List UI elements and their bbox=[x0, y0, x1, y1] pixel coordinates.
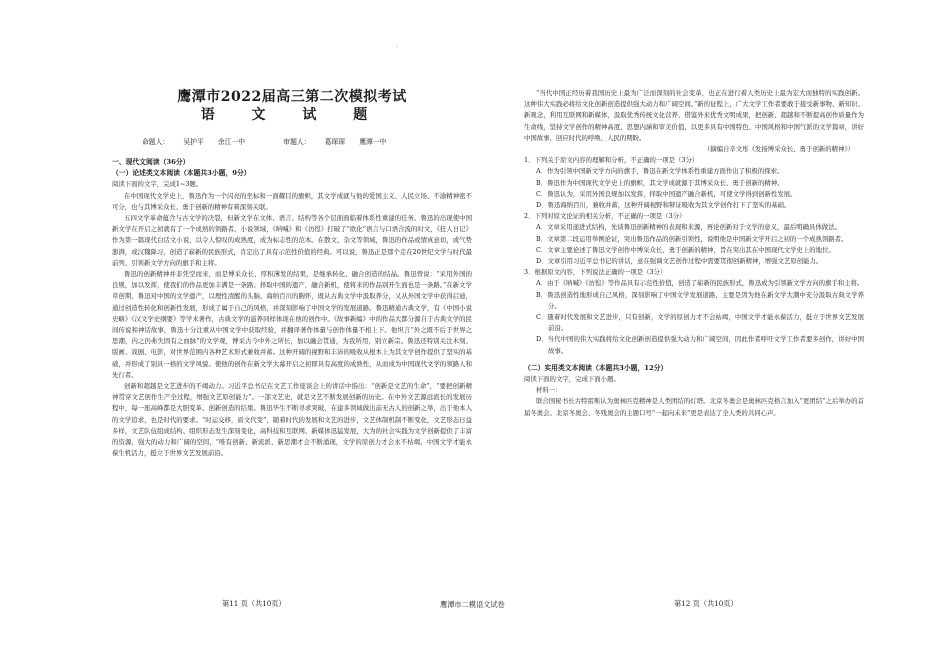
staff-reviewer-school: 鹰潭一中 bbox=[359, 138, 387, 146]
right-page bbox=[524, 0, 864, 672]
paragraph: 在中国现代文学史上，鲁迅作为一个闪亮的坐标和一面耀目的旗帜，其文学成就与他的爱国主义、人民立场、不渝精神密不可分，也与其博采众长、勇于创新的精神有着深刻关联。 bbox=[112, 191, 472, 211]
staff-reviewer: 葛琛琛 bbox=[324, 138, 346, 146]
option: C．文章主要论述了鲁迅文学创作中博采众长、勇于创新的精神，旨在突出其在中国现代文学史上的地位。 bbox=[536, 245, 835, 254]
section-heading: 一、现代文阅读（36分） bbox=[112, 158, 190, 166]
page-number-left: 第11 页（共10页） bbox=[222, 599, 286, 608]
question-1: 1．下列关于原文内容的理解和分析，不正确的一项是（3分） bbox=[524, 156, 699, 165]
staff-author: 吴护平 bbox=[183, 138, 204, 146]
option: A．文章采用递进式结构，先谈鲁迅创新精神的表现和来源，再论创新对于文学的意义，最后明确具体做法。 bbox=[536, 223, 841, 232]
question-3: 3．根据原文内容，下列说法正确的一项是（3分） bbox=[524, 268, 667, 277]
exam-name-footer: 鹰潭市二模语文试卷 bbox=[440, 600, 505, 609]
material-label: 材料一： bbox=[536, 386, 562, 395]
staff-line bbox=[142, 137, 398, 148]
paragraph: 联合国秘书长古特雷斯认为奥林匹克精神是人类团结的灯塔。北京冬奥会是奥林匹克格言加入“更团结”之后举办的首届冬奥会。北京冬奥会、冬残奥会的主题口号“一起向未来”更是表达了全人类的共同心声。 bbox=[524, 397, 864, 417]
question-2: 2．下列对原文论证的相关分析，不正确的一项是（3分） bbox=[524, 212, 686, 221]
paragraph: “当代中国正经历着我国历史上最为广泛而深刻的社会变革，也正在进行着人类历史上最为宏大而独特的实践创新。这种伟大实践必将给文化创新创造提供强大动力和广阔空间。”新的征程上，广大文学工作者要敢于接受新事物、新知识、新观念，利用互联网和新媒体，汲取优秀传统文化营养，借鉴外来优秀文明成果，把创新、超越和不断提高创作质量作为生命线，坚持文学创作的精神高度、思想内涵和审美价值，以更多具有中国特色、中国风格和中国气派的文学篇章，讲好中国故事，回应时代的呼唤、人民的期盼。 bbox=[524, 89, 864, 142]
staff-label-reviewer: 审题人： bbox=[283, 138, 311, 146]
option: B．文章第二段运用举例论证，突出鲁迅作品的创新引领性，说明他是中国新文学开启之初的一个成熟领路者。 bbox=[536, 234, 848, 243]
page-mark: · bbox=[396, 44, 398, 51]
staff-label-author: 命题人： bbox=[142, 138, 170, 146]
paragraph: 五四文学革命蕴含与古文学的决裂，但新文学在文体、语言、结构等各个层面面临着体系性重建的任务。鲁迅的出现使中国新文学在开启之初就有了一个成熟的领路者。小说领域，《呐喊》和《彷徨》打破了“欧化”语言与口语合流的时文，《狂人日记》作为第一篇现代白话文小说，以令人惊叹的成熟度，成为标志性的范本。在散文、杂文等领域，鲁迅的作品或情真意切，或气势澎湃，或汉魏降习，创造了崭新的民族形式，肯定出了具有示范性价值的经典。可以说，鲁迅正是那个走在20世纪文学与时代最前列、引领新文学方向的旗手和主将。 bbox=[112, 214, 472, 267]
right-body bbox=[524, 88, 864, 419]
option: B．鲁迅作为中国现代文学史上的旗帜，其文学成就源于其博采众长、勇于创新的精神。 bbox=[536, 178, 784, 187]
option: A．由于《呐喊》《彷徨》等作品具有示范性价值，创造了崭新的民族形式，鲁迅成为引领新文学方向的旗手和主将。 bbox=[536, 279, 864, 288]
paragraph: 创新和超越是文艺进步的不竭动力。习近平总书记在文艺工作座谈会上的讲话中指出：“创新是文艺的生命”，“要把创新精神贯穿文艺创作生产全过程，增强文艺原创能力”。一部文艺史，就是文艺不断发展创新的历史。在中外文艺源远流长的发展历程中，每一座高峰都是大胆变革、创新创造的结果。鲁迅毕生不断寻求突破，在建多领域做出前无古人的创新之举，出于他本人的文学追求，也是时代的要求。“时运交移，质文代变”，随着时代的发展和文艺的进步，文艺体制机制不断变化，文艺形态日益多样，文艺队伍组成结构、组织形态发生深刻变化，高科技和互联网、新媒体迅猛发展，大为的社会实践为文学创新提供了丰富的资源，强大的动力和广阔的空间，“唯有创新、新流派、新思潮才会不断涌现，文学的原创力才会永不枯竭，中国文学才能永葆生机活力，挺立于世界文艺发展前沿。 bbox=[112, 382, 472, 458]
option: C．鲁迅认为，采用外国良规加以发挥，择取中国遗产融合新机，可使文学得到创新性发展。 bbox=[536, 189, 797, 198]
exam-subtitle: 语 文 试 题 bbox=[200, 107, 384, 123]
option: C．随着时代发展和文艺进步，只有创新，文学的原创力才不会枯竭，中国文学才能永葆活力，挺立于世界文艺发展前沿。 bbox=[536, 313, 864, 333]
option: D．当代中国的伟大实践将给文化创新创造提供强大动力和广阔空间，因此作者呼吁文学工作者要多创作，讲好中国故事。 bbox=[536, 335, 864, 355]
paragraph: 鲁迅的创新精神并非凭空而来，而是博采众长、厚积薄发的结果，是继承转化、融合创造的结晶。鲁迅曾说：“采用外国的良规，加以发挥，使我们的作品更加丰满是一条路；择取中国的遗产，融合新机，使将来的作品别开生面也是一条路。”在新文学草创期，鲁迅对中国的文学遗产，以理性清醒的头脑、海纳百川的胸怀，既从古典文学中汲取养分，又从外国文学中获得启迪，通过创造性转化和创新性发展，形成了属于自己的风格，并深刻影响了中国文学的发展道路。鲁迅精通古典文学，有《中国小说史略》《汉文学史纲要》等学术著作，古典文学的滋养同样体现在他的创作中。《故事新编》中的作品大都分源自于古典文学的民间传说和神话故事，鲁迅十分注重从中国文学中获取经验，并翻译著作体量与创作体量不相上下。他坦言“外之既不后于世界之思潮，内之仍弗失固有之血脉”的文学观，博采古今中外之所长，加以融会贯通，为我所用，别立新宗。鲁迅还特别关注木刻、版画、戏剧、电影，对世界范围内各种艺术形式兼收并蓄。这种开阔的视野和丰沛的吸收从根本上为其文学创作提供了坚实的基础，并形成了别具一格的文学风貌。使他的创作在新文学大幕开启之初即具有高度的成熟性，从而成为中国现代文学的领路人和先行者。 bbox=[112, 270, 472, 379]
left-page bbox=[112, 0, 472, 672]
part-instruction: 阅读下面的文字，完成1~3题。 bbox=[112, 180, 203, 189]
part-heading: （一）论述类文本阅读（本题共3小题，9分） bbox=[112, 169, 251, 178]
option: D．鲁迅海纳百川，兼收并蓄，这种开阔视野和辩证吸收为其文学创作打下了坚实的基础。 bbox=[536, 201, 791, 210]
option: A．作为引领中国新文学方向的旗手，鲁迅在新文学体系性重建方面作出了积极的探索。 bbox=[536, 167, 784, 176]
exam-title: 鹰潭市2022届高三第二次模拟考试 bbox=[177, 89, 407, 105]
part-heading: （二）实用类文本阅读（本题共3小题，12分） bbox=[524, 363, 668, 372]
option: B．鲁迅创造性地形成自己风格，深刻影响了中国文学发展道路，主要是因为他在新文学大潮中充分汲取古典文学养分。 bbox=[536, 290, 864, 310]
option: D．文章引用习近平总书记的讲话，意在强调文艺创作过程中需要贯彻创新精神，增强文艺原创能力。 bbox=[536, 257, 823, 266]
page-number-right: 第12 页（共10页） bbox=[674, 599, 738, 608]
left-body bbox=[112, 157, 472, 459]
staff-author-school: 余江一中 bbox=[217, 138, 246, 146]
citation: （摘编自辛文彤《发扬博采众长、勇于创新的精神》） bbox=[703, 145, 854, 154]
part-instruction: 阅读下面的文字，完成下面小题。 bbox=[524, 375, 620, 384]
